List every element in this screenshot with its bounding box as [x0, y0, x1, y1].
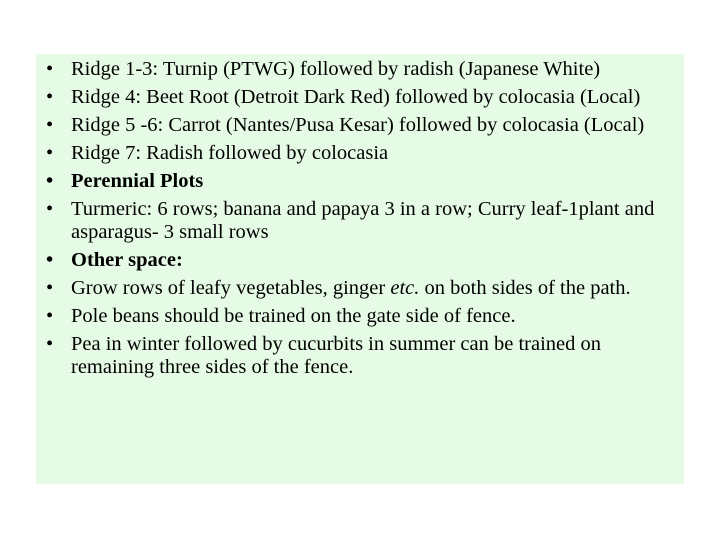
list-item-text: Turmeric: 6 rows; banana and papaya 3 in a row; Curry leaf-1plant and asparagus- 3 small rows — [71, 198, 655, 243]
list-item-text — [71, 277, 631, 299]
list-item — [46, 142, 674, 165]
list-item-text-emphasis: etc. — [390, 277, 420, 299]
bullet-icon: • — [46, 114, 54, 136]
list-item-text: Ridge 4: Beet Root (Detroit Dark Red) followed by colocasia (Local) — [71, 86, 641, 108]
list-item-text: Ridge 1-3: Turnip (PTWG) followed by radish (Japanese White) — [71, 58, 601, 80]
list-item-text: Ridge 5 -6: Carrot (Nantes/Pusa Kesar) followed by colocasia (Local) — [71, 114, 645, 136]
list-item — [46, 305, 674, 328]
bullet-icon: • — [46, 142, 54, 164]
bullet-icon: • — [46, 170, 54, 192]
bullet-icon: • — [46, 198, 54, 220]
section-heading-other-space — [46, 249, 674, 272]
list-item — [46, 277, 674, 300]
bullet-icon: • — [46, 58, 54, 80]
list-item — [46, 114, 674, 137]
list-item-text: Ridge 7: Radish followed by colocasia — [71, 142, 389, 164]
bullet-list — [46, 58, 674, 379]
bullet-icon: • — [46, 86, 54, 108]
bullet-icon: • — [46, 277, 54, 299]
list-item — [46, 58, 674, 81]
bullet-icon: • — [46, 249, 54, 271]
list-item — [46, 86, 674, 109]
section-heading-perennial-plots — [46, 170, 674, 193]
list-item-text: Other space: — [71, 249, 183, 271]
list-item-text: Pea in winter followed by cucurbits in summer can be trained on remaining three sides of the fence. — [71, 333, 602, 378]
list-item — [46, 333, 674, 379]
bullet-icon: • — [46, 305, 54, 327]
list-item-text-pre: Grow rows of leafy vegetables, ginger — [71, 277, 391, 299]
list-item-text: Pole beans should be trained on the gate side of fence. — [71, 305, 516, 327]
list-item — [46, 198, 674, 244]
bullet-icon: • — [46, 333, 54, 355]
content-panel — [36, 54, 684, 484]
list-item-text: Perennial Plots — [71, 170, 204, 192]
list-item-text-post: on both sides of the path. — [419, 277, 631, 299]
